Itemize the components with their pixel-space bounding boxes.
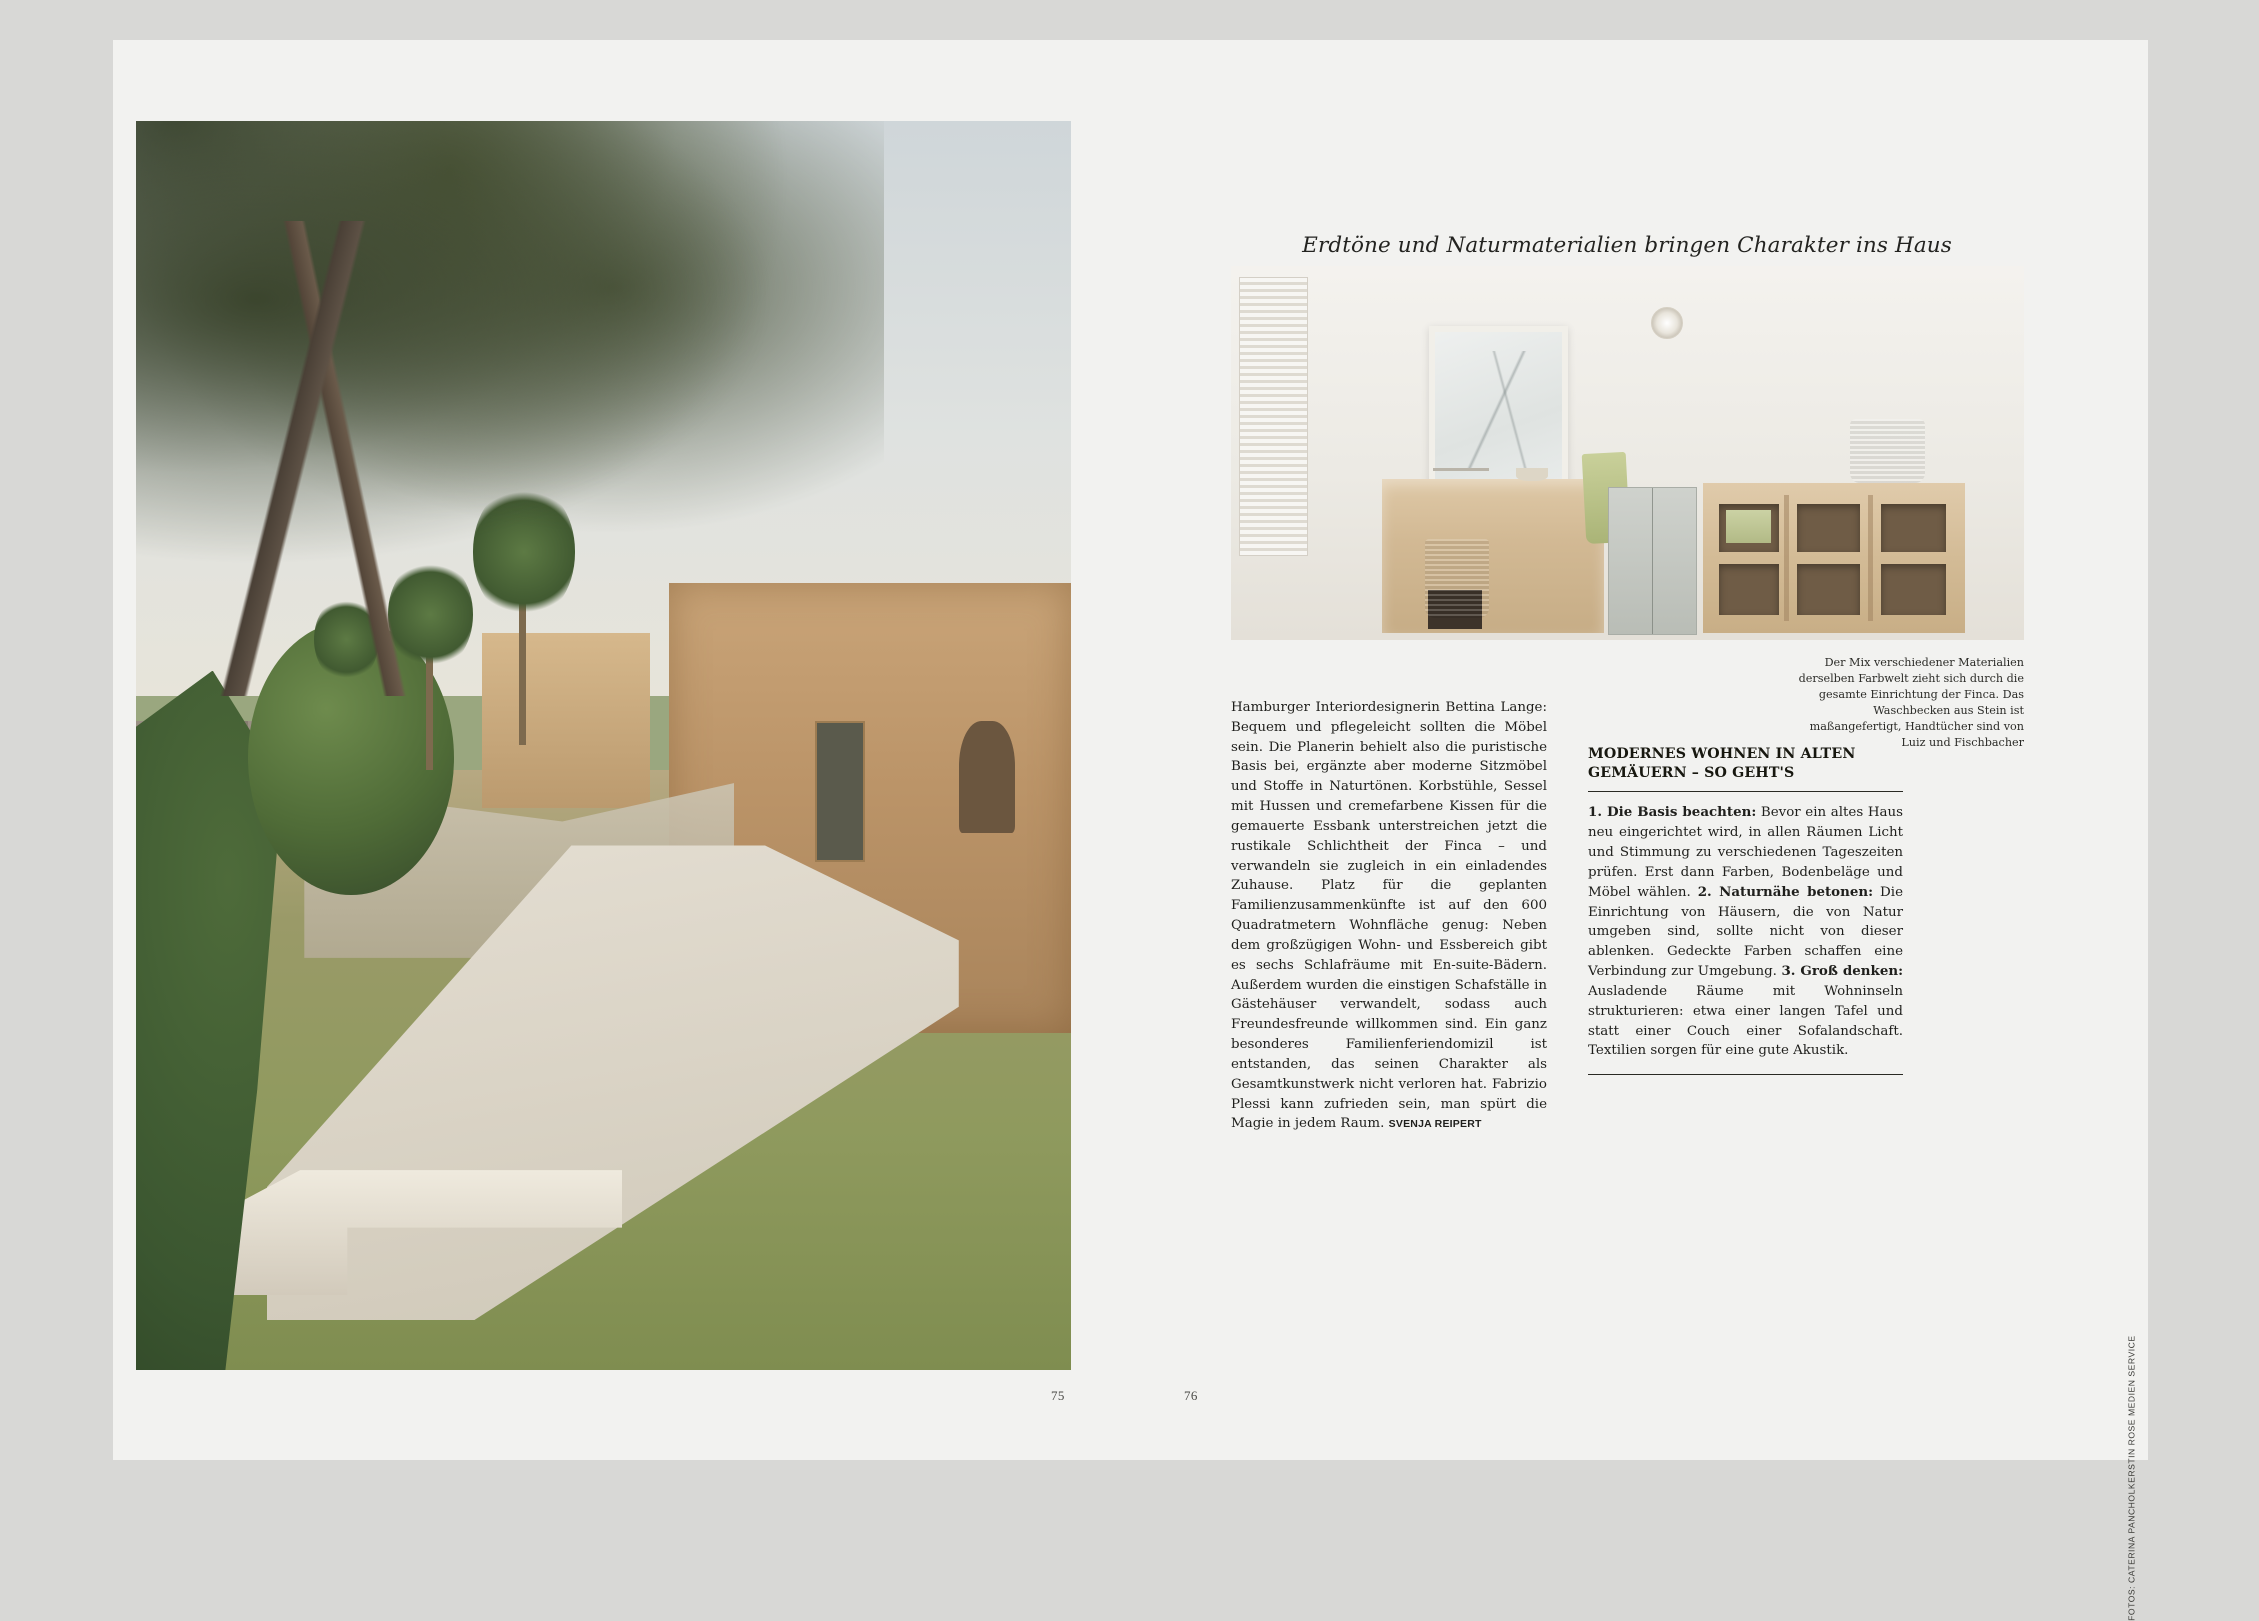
folded-towels (1726, 510, 1770, 543)
shelf-niche (1881, 564, 1946, 615)
tip-2-lead: 2. Naturnähe betonen: (1697, 883, 1874, 900)
shelf-niche (1881, 504, 1946, 552)
stone-shelf-unit (1703, 483, 1965, 633)
louvre-shutter (1239, 277, 1308, 556)
bathroom-photo (1231, 266, 2024, 640)
folio-right: 76 (1184, 1388, 1198, 1403)
shelf-divider (1784, 495, 1789, 621)
wall-faucet (1433, 468, 1489, 471)
kicker-line: Erdtöne und Naturmaterialien bringen Charakter ins Haus (1302, 233, 1952, 258)
shelf-niche (1797, 564, 1860, 615)
left-page (113, 40, 1129, 1460)
house-door (815, 721, 866, 862)
shelf-niche (1719, 564, 1779, 615)
photo-caption: Der Mix verschiedener Materialien derselben Farbwelt zieht sich durch die gesamte Einrichtung der Finca. Das Waschbecken aus Stein ist maßangefertigt, Handtücher sind von Luiz und Fischbacher (1798, 656, 2024, 749)
soap-bowl (1516, 468, 1548, 481)
garden-photo (136, 121, 1071, 1370)
magazine-spread (113, 40, 2148, 1621)
tip-1-text: Bevor ein altes Haus neu eingerichtet wird, in allen Räumen Licht und Stimmung zu verschiedenen Tageszeiten prüfen. Erst dann Farben, Bodenbeläge und Möbel wählen. (1588, 805, 1903, 900)
photo-credit: FOTOS: CATERINA PANCHOLKERSTIN ROSE MEDIEN SERVICE (2126, 1335, 2136, 1621)
house-arch (959, 721, 1015, 833)
body-text: Hamburger Interiordesignerin Bettina Lange: Bequem und pflegeleicht sollten die Möbel sein. Die Planerin behielt also die puristische Basis bei, ergänzte aber moderne Sitzmöbel und Stoffe in Naturtönen. Korbstühle, Sessel mit Hussen und cremefarbene Kissen für die gemauerte Essbank unterstreichen jetzt die rustikale Schlichtheit der Finca – und verwandeln sie zugleich in ein einladendes Zuhause. Platz für die geplanten Familienzusammenkünfte ist auf den 600 Quadratmetern Wohnfläche genug: Neben dem großzügigen Wohn- und Essbereich gibt es sechs Schlafräume mit En-suite-Bädern. Außerdem wurden die einstigen Schafställe in Gästehäuser verwandelt, sodass auch Freundesfreunde willkommen sind. Ein ganz besonderes Familienferiendomizil ist entstanden, das seinen Charakter als Gesamtkunstwerk nicht verloren hat. Fabrizio Plessi kann zufrieden sein, man spürt die Magie in jedem Raum. (1231, 700, 1547, 1132)
folio-left: 75 (1051, 1388, 1065, 1403)
tips-bottom-rule (1588, 1074, 1903, 1075)
wicker-basket (1850, 419, 1925, 483)
tips-column (1588, 745, 1903, 1075)
shelf-niche (1797, 504, 1860, 552)
tip-3-lead: 3. Groß denken: (1781, 963, 1904, 980)
tips-top-rule (1588, 791, 1903, 792)
laundry-basket (1425, 539, 1488, 618)
mirror-reflection (1461, 351, 1537, 470)
author-byline: SVENJA REIPERT (1388, 1118, 1482, 1131)
tips-body (1588, 803, 1903, 1061)
body-text-column (1231, 698, 1547, 1134)
grey-cabinet (1608, 487, 1697, 635)
tips-title: MODERNES WOHNEN IN ALTEN GEMÄUERN – SO GEHT'S (1588, 746, 1856, 781)
garden-wall (482, 633, 650, 808)
tip-1-lead: 1. Die Basis beachten: (1588, 804, 1757, 821)
olive-tree-trunk (155, 221, 436, 696)
tip-3-text: Ausladende Räume mit Wohninseln strukturieren: etwa einer langen Tafel und statt einer Couch einer Sofalandschaft. Textilien sorgen für eine gute Akustik. (1588, 983, 1903, 1059)
shelf-divider (1868, 495, 1873, 621)
stone-washbasin-block (1382, 479, 1604, 632)
tip-2-text: Die Einrichtung von Häusern, die von Natur umgeben sind, sollte nicht von dieser ablenken. Gedeckte Farben schaffen eine Verbindung zur Umgebung. (1588, 884, 1903, 980)
right-page (1129, 40, 2148, 1621)
